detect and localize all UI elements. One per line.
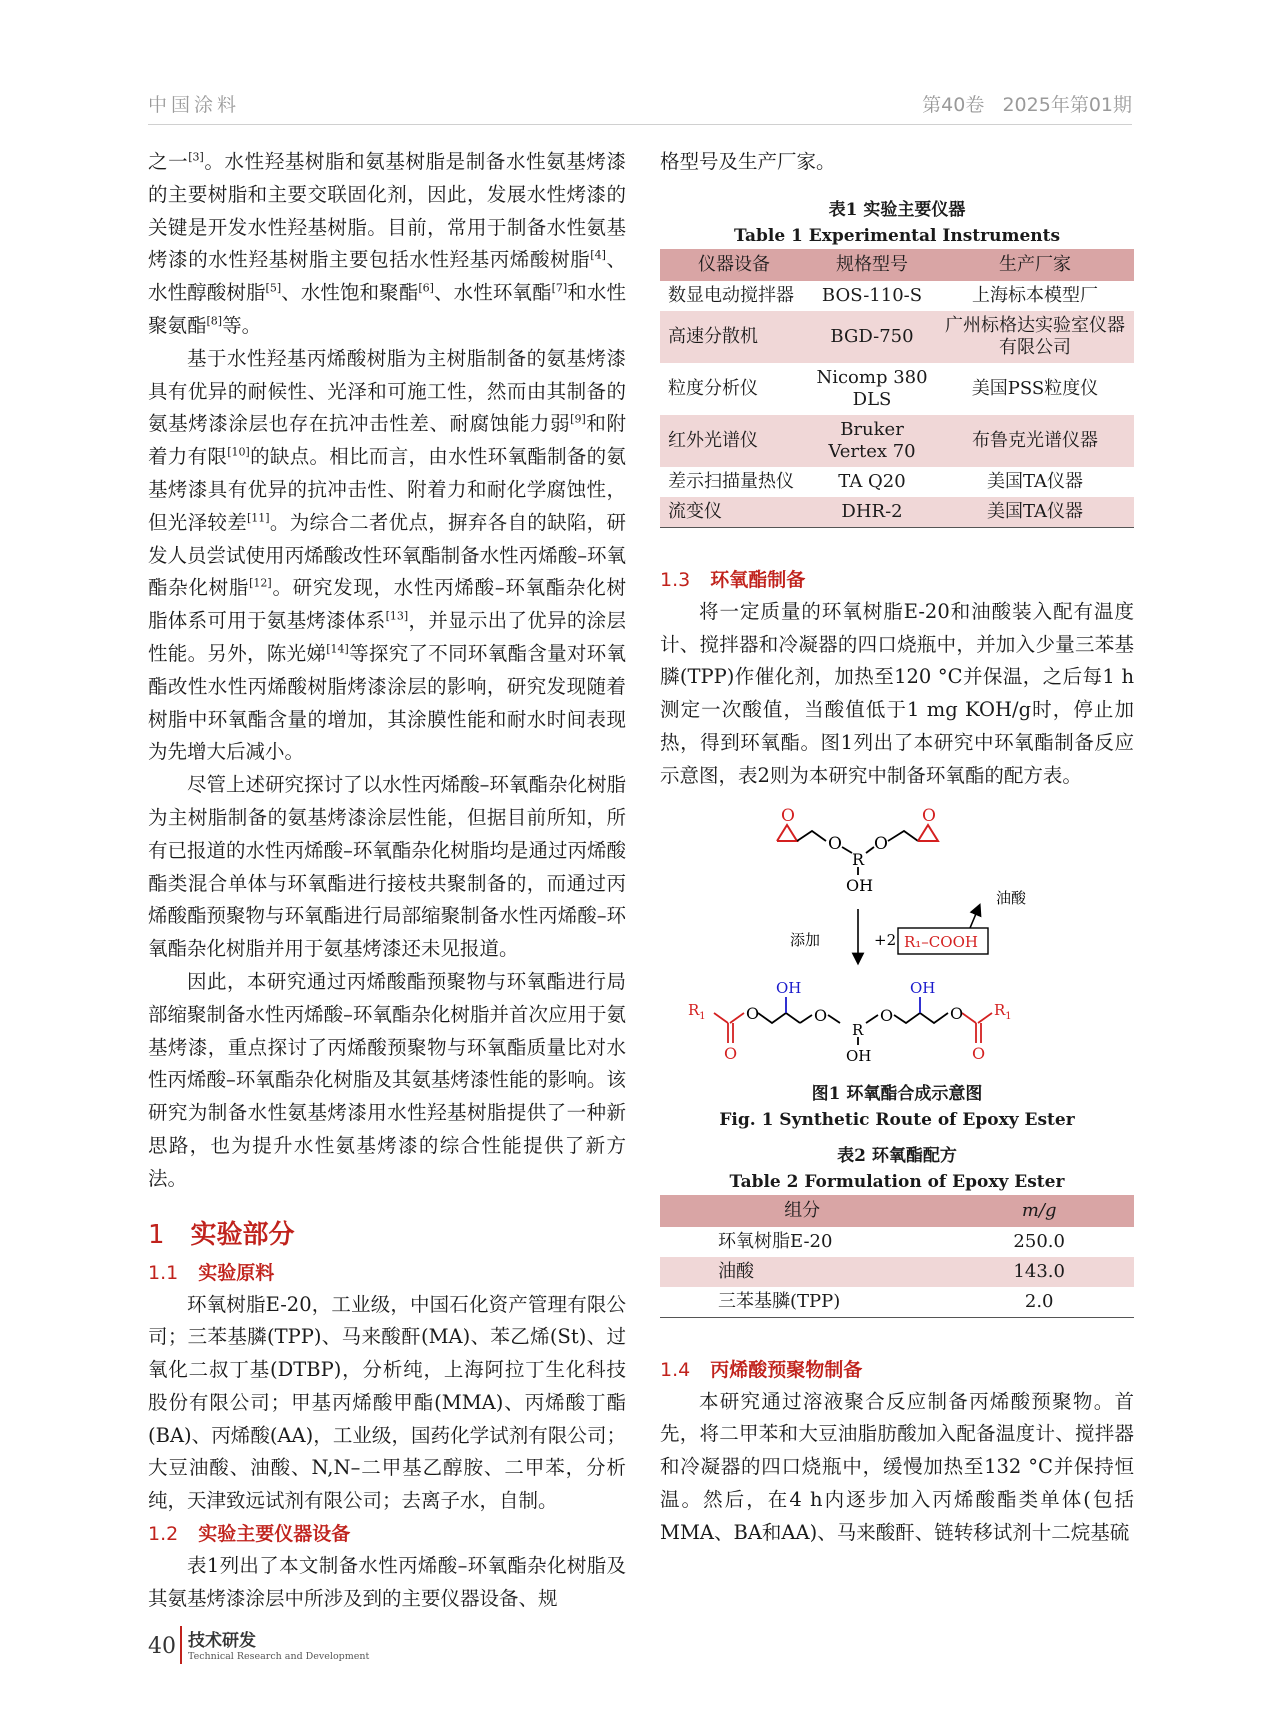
epoxide-right [918, 825, 938, 841]
r1-label [688, 1001, 706, 1022]
subsection-title: 实验原料 [198, 1261, 275, 1284]
citation-marker: [9] [570, 412, 586, 426]
citation-marker: [10] [227, 445, 250, 459]
paragraph: 格型号及生产厂家。 [660, 150, 836, 173]
subsection-number: 1.2 [148, 1523, 179, 1546]
table-cell: 143.0 [944, 1257, 1134, 1287]
oxygen-label: O [814, 1005, 828, 1025]
subsection-number: 1.4 [660, 1358, 691, 1381]
epoxide-left [777, 825, 797, 841]
table-cell: Bruker Vertex 70 [808, 415, 936, 467]
paragraph: 环氧树脂E-20，工业级，中国石化资产管理有限公司；三苯基膦(TPP)、马来酸酐(MA)、苯乙烯(St)、过氧化二叔丁基(DTBP)，分析纯，上海阿拉丁生化科技股份有限公司；甲基丙烯酸甲酯(MMA)、丙烯酸丁酯(BA)、丙烯酸(AA)，工业级，国药化学试剂有限公司；大豆油酸、油酸、N,N–二甲基乙醇胺、二甲苯，分析纯，天津致远试剂有限公司；去离子水，自制。 [148, 1292, 626, 1513]
table-cell: 美国TA仪器 [986, 470, 1084, 492]
oleic-acid-label: 油酸 [996, 888, 1027, 907]
oxygen-label: O [874, 833, 888, 854]
oxygen-label: O [972, 1043, 986, 1063]
paragraph: 将一定质量的环氧树脂E-20和油酸装入配有温度计、搅拌器和冷凝器的四口烧瓶中，并加入少量三苯基膦(TPP)作催化剂，加热至120 °C并保温，之后每1 h测定一次酸值，当酸值低于1 mg KOH/g时，停止加热，得到环氧酯。图1列出了本研究中环氧酯制备反应示意图，表2则为本研究中制备环氧酯的配方表。 [660, 599, 1134, 787]
oxygen-label: O [781, 805, 795, 826]
oxygen-label: O [950, 1003, 964, 1023]
table-cell: BOS-110-S [821, 284, 923, 306]
reagent-arrow [970, 909, 978, 928]
table-cell: TA Q20 [838, 470, 906, 492]
subsection-title: 丙烯酸预聚物制备 [710, 1358, 863, 1381]
table1-title-en: Table 1 Experimental Instruments [733, 225, 1061, 246]
subsection-number: 1.3 [660, 568, 691, 591]
figure1 [660, 801, 1134, 1133]
table-row [660, 1287, 1134, 1318]
right-column [660, 146, 1134, 1550]
r-label: R [852, 849, 865, 869]
subsection-heading [148, 1518, 626, 1550]
header-rule [148, 124, 1132, 125]
table-cell: 油酸 [660, 1257, 944, 1287]
citation-marker: [11] [247, 511, 270, 525]
table-cell: 三苯基膦(TPP) [660, 1287, 944, 1318]
left-column [148, 146, 626, 1616]
hydroxyl-label: OH [910, 978, 936, 997]
citation-marker: [3] [188, 150, 204, 164]
hydroxyl-label: OH [846, 1046, 872, 1065]
citation-marker: [7] [551, 281, 568, 295]
journal-name: 中国涂料 [148, 94, 241, 116]
table-cell: 数显电动搅拌器 [668, 284, 794, 306]
oxygen-label: O [880, 1005, 894, 1025]
table-header-row [660, 249, 1134, 281]
subsection-heading [148, 1257, 626, 1289]
r1-label [994, 1001, 1012, 1022]
table-cell: 广州标格达实验室仪器有限公司 [936, 311, 1134, 363]
stoich-label: +2 [874, 930, 897, 949]
paragraph: 尽管上述研究探讨了以水性丙烯酸–环氧酯杂化树脂为主树脂制备的氨基烤漆涂层性能，但据目前所知，所有已报道的水性丙烯酸–环氧酯杂化树脂均是通过丙烯酸酯类混合单体与环氧酯进行接枝共聚制备的，而通过丙烯酸酯预聚物与环氧酯进行局部缩聚制备水性丙烯酸–环氧酯杂化树脂并用于氨基烤漆还未见报道。 [148, 773, 626, 961]
table-cell: 高速分散机 [660, 311, 808, 363]
subsection-heading [660, 1354, 1134, 1386]
table-header-cell: 规格型号 [808, 249, 936, 281]
hydroxyl-label: OH [776, 978, 802, 997]
table-cell: 250.0 [1013, 1230, 1065, 1252]
table2-title-cn: 表2 环氧酯配方 [837, 1145, 957, 1166]
subsection-heading [660, 564, 1134, 596]
table-cell: 上海标本模型厂 [972, 284, 1098, 306]
epoxy-ester-reaction-scheme [660, 801, 1134, 1071]
table-header-cell: 生产厂家 [936, 249, 1134, 281]
paragraph: 本研究通过溶液聚合反应制备丙烯酸预聚物。首先，将二甲苯和大豆油脂肪酸加入配备温度计、搅拌器和冷凝器的四口烧瓶中，缓慢加热至132 °C并保持恒温。然后，在4 h内逐步加入丙烯酸酯类单体(包括MMA、BA和AA)、马来酸酐、链转移试剂十二烷基硫 [660, 1389, 1134, 1544]
table-row [660, 1257, 1134, 1287]
hydroxyl-label: OH [846, 875, 874, 895]
citation-marker: [5] [265, 281, 282, 295]
table-cell: 环氧树脂E-20 [718, 1230, 833, 1252]
subsection-title: 实验主要仪器设备 [198, 1523, 351, 1546]
table-header-cell: 组分 [660, 1195, 944, 1227]
figure1-caption-cn: 图1 环氧酯合成示意图 [811, 1083, 983, 1104]
footer-section-cn: 技术研发 [188, 1631, 256, 1651]
citation-marker: [14] [326, 642, 349, 656]
citation-marker: [6] [418, 281, 434, 295]
r1-sub: 1 [699, 1010, 706, 1022]
citation-marker: [13] [385, 609, 409, 623]
table-cell: 粒度分析仪 [668, 377, 758, 399]
paragraph: 之一[3]。水性羟基树脂和氨基树脂是制备水性氨基烤漆的主要树脂和主要交联固化剂，因此，发展水性烤漆的关键是开发水性羟基树脂。目前，常用于制备水性氨基烤漆的水性羟基树脂主要包括水性羟基丙烯酸树脂[4]、水性醇酸树脂[5]、水性饱和聚酯[6]、水性环氧酯[7]和水性聚氨酯[8]等。 [148, 150, 626, 337]
section-title: 实验部分 [190, 1219, 295, 1250]
paragraph: 因此，本研究通过丙烯酸酯预聚物与环氧酯进行局部缩聚制备水性丙烯酸–环氧酯杂化树脂并首次应用于氨基烤漆，重点探讨了丙烯酸预聚物与环氧酯质量比对水性丙烯酸–环氧酯杂化树脂及其氨基烤漆性能的影响。该研究为制备水性氨基烤漆用水性羟基树脂提供了一种新思路，也为提升水性氨基烤漆的综合性能提供了新方法。 [148, 969, 626, 1190]
section-number: 1 [148, 1219, 165, 1250]
table-header-cell: 仪器设备 [660, 249, 808, 281]
table-cell: 红外光谱仪 [660, 415, 808, 467]
table-cell: 差示扫描量热仪 [668, 470, 794, 492]
paragraph: 表1列出了本文制备水性丙烯酸–环氧酯杂化树脂及其氨基烤漆涂层中所涉及到的主要仪器设备、规 [148, 1554, 626, 1610]
r1-sub: 1 [1005, 1010, 1012, 1022]
instruments-table [660, 249, 1134, 528]
issue-info: 第40卷 2025年第01期 [922, 94, 1132, 116]
table1-title-cn: 表1 实验主要仪器 [828, 199, 966, 220]
add-label: 添加 [790, 930, 821, 949]
citation-marker: [8] [206, 314, 223, 328]
reagent-label: R₁–COOH [904, 932, 978, 951]
table-header-cell: m/g [944, 1195, 1134, 1227]
table-row [660, 415, 1134, 467]
table-row [660, 1227, 1134, 1257]
figure1-caption-en: Fig. 1 Synthetic Route of Epoxy Ester [719, 1109, 1075, 1130]
table-cell: 美国PSS粒度仪 [971, 377, 1099, 399]
r1-r: R [994, 1000, 1006, 1019]
table2-block [660, 1143, 1134, 1318]
oxygen-label: O [922, 805, 936, 826]
table2-title-en: Table 2 Formulation of Epoxy Ester [729, 1171, 1065, 1192]
table-cell: 美国TA仪器 [936, 497, 1134, 528]
table-row [660, 311, 1134, 363]
table-cell: BGD-750 [808, 311, 936, 363]
table-cell: 布鲁克光谱仪器 [936, 415, 1134, 467]
formulation-table [660, 1195, 1134, 1318]
table-cell: 2.0 [944, 1287, 1134, 1318]
oxygen-label: O [828, 833, 842, 854]
subsection-number: 1.1 [148, 1261, 179, 1284]
r-label: R [852, 1020, 864, 1039]
oxygen-label: O [746, 1003, 760, 1023]
footer-divider [180, 1626, 182, 1664]
table-header-row [660, 1195, 1134, 1227]
table-cell: Nicomp 380 DLS [816, 366, 928, 410]
paragraph: 基于水性羟基丙烯酸树脂为主树脂制备的氨基烤漆具有优异的耐候性、光泽和可施工性，然而由其制备的氨基烤漆涂层也存在抗冲击性差、耐腐蚀能力弱[9]和附着力有限[10]的缺点。相比而言，由水性环氧酯制备的氨基烤漆具有优异的抗冲击性、附着力和耐化学腐蚀性，但光泽较差[11]。为综合二者优点，摒弃各自的缺陷，研发人员尝试使用丙烯酸改性环氧酯制备水性丙烯酸–环氧酯杂化树脂[12]。研究发现，水性丙烯酸–环氧酯杂化树脂体系可用于氨基烤漆体系[13]，并显示出了优异的涂层性能。另外，陈光娣[14]等探究了不同环氧酯含量对环氧酯改性水性丙烯酸树脂烤漆涂层的影响，研究发现随着树脂中环氧酯含量的增加，其涂膜性能和耐水时间表现为先增大后减小。 [148, 346, 626, 764]
table-cell: DHR-2 [808, 497, 936, 528]
table-row [660, 281, 1134, 311]
table-row [660, 363, 1134, 415]
r1-r: R [688, 1000, 700, 1019]
citation-marker: [4] [590, 248, 606, 262]
table1-block [660, 197, 1134, 528]
section-heading [148, 1214, 626, 1251]
table-row [660, 497, 1134, 528]
subsection-title: 环氧酯制备 [710, 568, 806, 591]
table-cell: 流变仪 [660, 497, 808, 528]
footer-section-en: Technical Research and Development [188, 1651, 370, 1662]
page-number: 40 [148, 1634, 176, 1659]
oxygen-label: O [724, 1043, 738, 1063]
citation-marker: [12] [249, 576, 272, 590]
table-row [660, 467, 1134, 497]
